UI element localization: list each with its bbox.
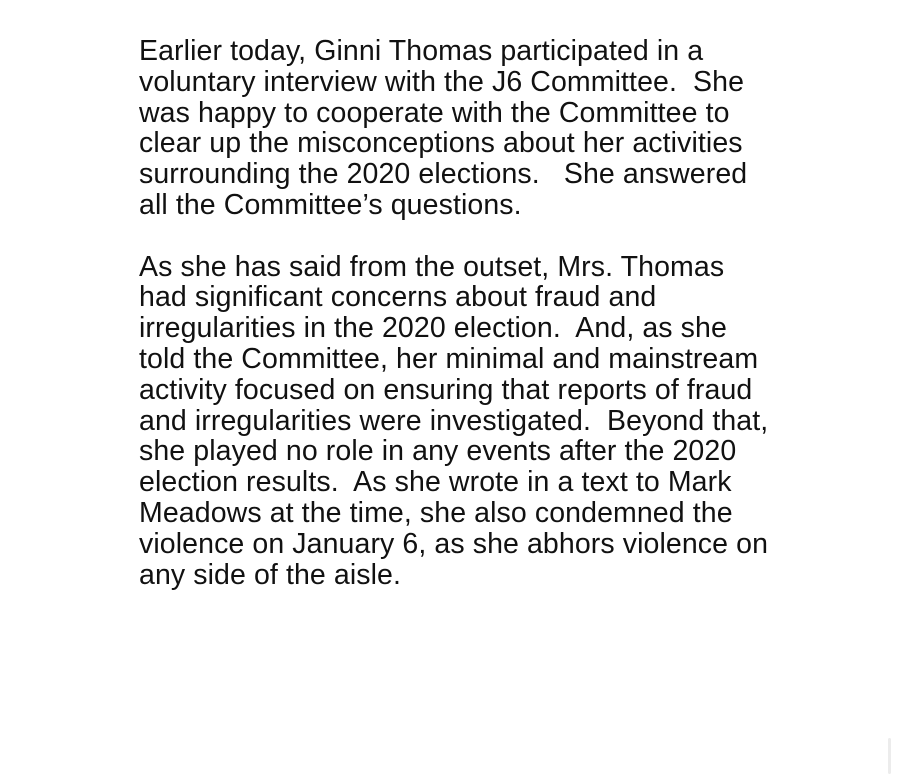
text-line: was happy to cooperate with the Committee to [139, 96, 730, 129]
text-line: irregularities in the 2020 election. And, as she [139, 312, 727, 345]
text-line: surrounding the 2020 elections. She answered [139, 158, 748, 191]
text-line: election results. As she wrote in a text to Mark [139, 466, 732, 499]
statement-text [139, 36, 869, 590]
text-line: and irregularities were investigated. Beyond that, [139, 404, 769, 437]
text-line: she played no role in any events after the 2020 [139, 435, 737, 468]
text-line: all the Committee’s questions. [139, 188, 522, 221]
text-line: As she has said from the outset, Mrs. Thomas [139, 250, 725, 283]
text-line: clear up the misconceptions about her activities [139, 127, 743, 160]
text-line: Earlier today, Ginni Thomas participated in a [139, 35, 704, 67]
text-line: any side of the aisle. [139, 558, 402, 591]
text-line: voluntary interview with the J6 Committee. She [139, 65, 745, 98]
paragraph-2 [139, 252, 869, 591]
text-line: told the Committee, her minimal and mainstream [139, 342, 759, 375]
text-line: violence on January 6, as she abhors violence on [139, 527, 769, 560]
text-line: Meadows at the time, she also condemned the [139, 496, 733, 529]
paragraph-1 [139, 36, 869, 221]
text-line: had significant concerns about fraud and [139, 281, 657, 314]
scrollbar[interactable] [888, 738, 891, 774]
text-line: activity focused on ensuring that reports of fraud [139, 373, 753, 406]
